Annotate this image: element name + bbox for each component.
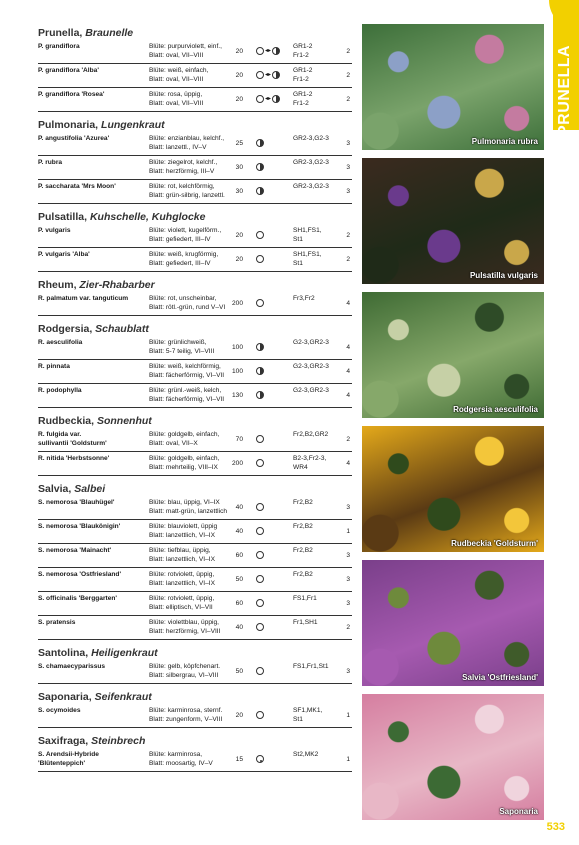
genus-common-name: Seifenkraut [91, 691, 152, 703]
plant-name: P. vulgaris 'Alba' [38, 251, 90, 258]
light-icon [256, 390, 264, 400]
light-icon [256, 94, 280, 104]
light-requirement [256, 94, 280, 104]
genus-section [38, 642, 352, 684]
plant-name: P. vulgaris [38, 227, 71, 234]
sociability-number: 4 [346, 300, 350, 307]
genus-latin-name: Prunella, [38, 27, 83, 39]
genus-latin-name: Saxifraga, [38, 735, 89, 747]
genus-latin-name: Pulsatilla, [38, 211, 88, 223]
table-row [38, 360, 352, 384]
light-requirement [256, 666, 264, 676]
genus-latin-name: Salvia, [38, 483, 72, 495]
full-sun-icon [256, 47, 264, 55]
table-row [38, 384, 352, 408]
plant-height: 100 [231, 368, 243, 375]
page-number: 533 [546, 821, 565, 833]
photo-caption: Salvia 'Ostfriesland' [462, 673, 538, 682]
full-sun-icon [256, 299, 264, 307]
light-requirement [256, 46, 280, 56]
light-requirement [256, 366, 264, 376]
plant-name: S. ocymoides [38, 707, 81, 714]
plant-height: 100 [231, 344, 243, 351]
habitat-zone: Fr2,B2 [293, 499, 313, 506]
plant-description: Blüte: grünl.-weiß, kelch, Blatt: fächerförmig, VI–VII [149, 387, 225, 403]
plant-height: 200 [231, 300, 243, 307]
full-sun-icon [256, 623, 264, 631]
sociability-number: 2 [346, 96, 350, 103]
sociability-number: 3 [346, 576, 350, 583]
genus-section [38, 318, 352, 408]
plant-name: R. podophylla [38, 387, 82, 394]
plant-height: 15 [235, 756, 243, 763]
sociability-number: 2 [346, 436, 350, 443]
full-sun-icon [256, 503, 264, 511]
habitat-zone: GR2-3,G2-3 [293, 183, 329, 190]
plant-description: Blüte: goldgelb, einfach, Blatt: oval, VII–X [149, 431, 220, 447]
light-requirement [256, 342, 264, 352]
habitat-zone: GR2-3,G2-3 [293, 135, 329, 142]
sociability-number: 4 [346, 368, 350, 375]
table-row [38, 224, 352, 248]
photo-caption: Rudbeckia 'Goldsturm' [451, 539, 538, 548]
plant-description: Blüte: goldgelb, einfach, Blatt: mehrteilig, VIII–IX [149, 455, 220, 471]
light-icon [256, 574, 264, 584]
genus-title [38, 478, 352, 496]
light-requirement [256, 138, 264, 148]
habitat-zone: GR1-2 Fr1-2 [293, 91, 313, 107]
photo-caption: Saponaria [499, 807, 538, 816]
genus-section [38, 274, 352, 316]
light-icon [256, 502, 264, 512]
plant-description: Blüte: rotviolett, üppig, Blatt: elliptisch, VI–VII [149, 595, 215, 611]
light-icon [256, 254, 264, 264]
plant-height: 25 [235, 140, 243, 147]
table-row [38, 40, 352, 64]
genus-section [38, 730, 352, 772]
habitat-zone: SF1,MK1, St1 [293, 707, 323, 723]
plant-name: S. pratensis [38, 619, 76, 626]
light-requirement [256, 574, 264, 584]
genus-title [38, 114, 352, 132]
plant-name: S. Arendsii-Hybride 'Blütenteppich' [38, 751, 99, 767]
table-row [38, 616, 352, 640]
plant-name: P. saccharata 'Mrs Moon' [38, 183, 116, 190]
half-shade-icon [256, 343, 264, 351]
plant-height: 40 [235, 528, 243, 535]
table-row [38, 64, 352, 88]
plant-description: Blüte: tiefblau, üppig, Blatt: lanzettlich, VI–IX [149, 547, 215, 563]
plant-table [38, 22, 352, 774]
plant-description: Blüte: grünlichweiß, Blatt: 5-7 teilig, VI–VIII [149, 339, 215, 355]
genus-common-name: Sonnenhut [94, 415, 152, 427]
genus-title [38, 206, 352, 224]
genus-title [38, 274, 352, 292]
full-sun-icon [256, 459, 264, 467]
light-icon [256, 298, 264, 308]
sociability-number: 1 [346, 528, 350, 535]
light-requirement [256, 254, 264, 264]
habitat-zone: Fr2,B2 [293, 571, 313, 578]
plant-height: 20 [235, 72, 243, 79]
light-icon [256, 622, 264, 632]
habitat-zone: GR1-2 Fr1-2 [293, 43, 313, 59]
table-row [38, 248, 352, 272]
light-icon [256, 754, 264, 764]
table-row [38, 156, 352, 180]
habitat-zone: G2-3,GR2-3 [293, 339, 329, 346]
plant-name: P. angustifolia 'Azurea' [38, 135, 110, 142]
plant-description: Blüte: weiß, kelchförmig, Blatt: fächerförmig, VI–VII [149, 363, 225, 379]
plant-photo [362, 560, 544, 686]
plant-name: S. nemorosa 'Blauhügel' [38, 499, 115, 506]
full-sun-icon [256, 667, 264, 675]
half-shade-icon [256, 187, 264, 195]
habitat-zone: G2-3,GR2-3 [293, 387, 329, 394]
genus-section [38, 686, 352, 728]
plant-description: Blüte: enzianblau, kelchf., Blatt: lanzettl., IV–V [149, 135, 225, 151]
plant-photo [362, 292, 544, 418]
plant-name: R. palmatum var. tanguticum [38, 295, 129, 302]
plant-name: R. pinnata [38, 363, 70, 370]
plant-description: Blüte: rosa, üppig, Blatt: oval, VII–VIII [149, 91, 204, 107]
table-row [38, 428, 352, 452]
plant-description: Blüte: ziegelrot, kelchf., Blatt: herzförmig, III–V [149, 159, 218, 175]
genus-latin-name: Santolina, [38, 647, 89, 659]
full-sun-icon [256, 435, 264, 443]
table-row [38, 544, 352, 568]
range-arrow-icon: ◂▸ [265, 72, 272, 78]
table-row [38, 452, 352, 476]
plant-name: S. nemorosa 'Mainacht' [38, 547, 112, 554]
light-requirement [256, 526, 264, 536]
light-requirement [256, 230, 264, 240]
genus-title [38, 686, 352, 704]
plant-description: Blüte: blauviolett, üppig Blatt: lanzettlich, VI–IX [149, 523, 218, 539]
table-row [38, 496, 352, 520]
section-tab-label: PRUNELLA [556, 44, 573, 136]
light-icon [256, 710, 264, 720]
habitat-zone: Fr2,B2 [293, 523, 313, 530]
table-row [38, 88, 352, 112]
genus-common-name: Braunelle [82, 27, 134, 39]
full-sun-icon [256, 711, 264, 719]
sociability-number: 3 [346, 164, 350, 171]
sociability-number: 3 [346, 504, 350, 511]
light-icon [256, 342, 264, 352]
habitat-zone: GR2-3,G2-3 [293, 159, 329, 166]
plant-name: R. nitida 'Herbstsonne' [38, 455, 110, 462]
genus-section [38, 478, 352, 640]
plant-name: P. grandiflora [38, 43, 80, 50]
genus-common-name: Heiligenkraut [88, 647, 158, 659]
plant-photo [362, 694, 544, 820]
sociability-number: 2 [346, 72, 350, 79]
genus-title [38, 730, 352, 748]
light-requirement [256, 458, 264, 468]
genus-section [38, 22, 352, 112]
range-arrow-icon: ◂▸ [265, 48, 272, 54]
plant-name: P. rubra [38, 159, 63, 166]
full-sun-icon [256, 527, 264, 535]
genus-title [38, 318, 352, 336]
plant-height: 50 [235, 668, 243, 675]
plant-height: 30 [235, 164, 243, 171]
photo-caption: Rodgersia aesculifolia [453, 405, 538, 414]
plant-photo [362, 426, 544, 552]
plant-height: 20 [235, 232, 243, 239]
half-shade-icon [256, 163, 264, 171]
full-sun-icon [256, 255, 264, 263]
light-requirement [256, 502, 264, 512]
habitat-zone: SH1,FS1, St1 [293, 251, 322, 267]
half-shade-icon [272, 47, 280, 55]
genus-latin-name: Rodgersia, [38, 323, 93, 335]
plant-description: Blüte: rot, unscheinbar, Blatt: rötl.-grün, rund V–VI [149, 295, 226, 311]
habitat-zone: Fr2,B2,GR2 [293, 431, 329, 438]
table-row [38, 132, 352, 156]
plant-description: Blüte: weiß, einfach, Blatt: oval, VII–VIII [149, 67, 209, 83]
plant-photo [362, 24, 544, 150]
light-icon [256, 526, 264, 536]
light-icon [256, 434, 264, 444]
plant-name: S. nemorosa 'Blaukönigin' [38, 523, 121, 530]
genus-common-name: Lungenkraut [98, 119, 165, 131]
light-icon [256, 230, 264, 240]
plant-height: 30 [235, 188, 243, 195]
table-row [38, 592, 352, 616]
table-row [38, 660, 352, 684]
sociability-number: 3 [346, 552, 350, 559]
habitat-zone: Fr1,SH1 [293, 619, 318, 626]
plant-height: 20 [235, 96, 243, 103]
genus-title [38, 22, 352, 40]
genus-section [38, 114, 352, 204]
light-icon [256, 46, 280, 56]
habitat-zone: Fr2,B2 [293, 547, 313, 554]
light-requirement [256, 622, 264, 632]
light-icon [256, 186, 264, 196]
plant-height: 40 [235, 624, 243, 631]
light-icon [256, 550, 264, 560]
light-requirement [256, 162, 264, 172]
genus-latin-name: Rudbeckia, [38, 415, 95, 427]
light-requirement [256, 710, 264, 720]
plant-description: Blüte: purpurviolett, einf., Blatt: oval, VII–VIII [149, 43, 222, 59]
genus-title [38, 410, 352, 428]
habitat-zone: FS1,Fr1 [293, 595, 317, 602]
light-icon [256, 666, 264, 676]
photo-caption: Pulmonaria rubra [471, 137, 538, 146]
plant-name: P. grandiflora 'Alba' [38, 67, 99, 74]
sociability-number: 4 [346, 344, 350, 351]
habitat-zone: B2-3,Fr2-3, WR4 [293, 455, 327, 471]
habitat-zone: FS1,Fr1,St1 [293, 663, 329, 670]
plant-height: 130 [231, 392, 243, 399]
light-requirement [256, 186, 264, 196]
plant-height: 40 [235, 504, 243, 511]
light-requirement [256, 70, 280, 80]
plant-height: 70 [235, 436, 243, 443]
plant-description: Blüte: violettblau, üppig, Blatt: herzförmig, VI–VIII [149, 619, 221, 635]
genus-title [38, 642, 352, 660]
plant-height: 200 [231, 460, 243, 467]
plant-height: 60 [235, 552, 243, 559]
plant-name: S. chamaecyparissus [38, 663, 106, 670]
sociability-number: 3 [346, 140, 350, 147]
sociability-number: 2 [346, 48, 350, 55]
light-icon [256, 458, 264, 468]
half-shade-icon [256, 139, 264, 147]
genus-common-name: Kuhschelle, Kuhglocke [87, 211, 206, 223]
genus-section [38, 206, 352, 272]
plant-height: 20 [235, 48, 243, 55]
range-arrow-icon: ◂▸ [265, 96, 272, 102]
sociability-number: 2 [346, 256, 350, 263]
half-shade-icon [256, 391, 264, 399]
sociability-number: 3 [346, 188, 350, 195]
light-requirement [256, 598, 264, 608]
plant-name: R. aesculifolia [38, 339, 83, 346]
habitat-zone: G2-3,GR2-3 [293, 363, 329, 370]
table-row [38, 336, 352, 360]
plant-description: Blüte: blau, üppig, VI–IX Blatt: matt-grün, lanzettlich [149, 499, 228, 515]
light-icon [256, 366, 264, 376]
genus-common-name: Zier-Rhabarber [76, 279, 155, 291]
plant-name: R. fulgida var. sullivantii 'Goldsturm' [38, 431, 107, 447]
genus-latin-name: Pulmonaria, [38, 119, 99, 131]
light-icon [256, 138, 264, 148]
habitat-zone: St2,MK2 [293, 751, 319, 758]
plant-description: Blüte: rotviolett, üppig, Blatt: lanzettlich, VI–IX [149, 571, 215, 587]
genus-section [38, 410, 352, 476]
plant-description: Blüte: karminrosa, sternf. Blatt: zungenform, V–VIII [149, 707, 223, 723]
plant-description: Blüte: karminrosa, Blatt: moosartig, IV–V [149, 751, 213, 767]
habitat-zone: SH1,FS1, St1 [293, 227, 322, 243]
plant-photo [362, 158, 544, 284]
table-row [38, 568, 352, 592]
light-icon [256, 598, 264, 608]
table-row [38, 180, 352, 204]
table-row [38, 748, 352, 772]
genus-latin-name: Rheum, [38, 279, 77, 291]
sociability-number: 4 [346, 460, 350, 467]
sociability-number: 1 [346, 756, 350, 763]
plant-description: Blüte: rot, kelchförmig, Blatt: grün-silbrig, lanzettl. [149, 183, 225, 199]
sociability-number: 3 [346, 600, 350, 607]
plant-name: S. nemorosa 'Ostfriesland' [38, 571, 122, 578]
plant-description: Blüte: weiß, krugförmig, Blatt: gefiedert, III–IV [149, 251, 219, 267]
plant-name: P. grandiflora 'Rosea' [38, 91, 105, 98]
light-requirement [256, 754, 264, 764]
half-shade-icon [256, 367, 264, 375]
plant-name: S. officinalis 'Berggarten' [38, 595, 117, 602]
full-sun-icon [256, 599, 264, 607]
light-icon [256, 70, 280, 80]
light-requirement [256, 550, 264, 560]
genus-common-name: Salbei [71, 483, 106, 495]
plant-height: 20 [235, 712, 243, 719]
sociability-number: 3 [346, 668, 350, 675]
plant-height: 20 [235, 256, 243, 263]
light-requirement [256, 390, 264, 400]
table-row [38, 520, 352, 544]
full-sun-icon [256, 575, 264, 583]
light-requirement [256, 434, 264, 444]
light-icon [256, 162, 264, 172]
photo-caption: Pulsatilla vulgaris [469, 271, 538, 280]
dotted-sun-icon [256, 755, 264, 763]
genus-common-name: Steinbrech [88, 735, 146, 747]
full-sun-icon [256, 71, 264, 79]
plant-height: 60 [235, 600, 243, 607]
full-sun-icon [256, 231, 264, 239]
table-row [38, 292, 352, 316]
table-row [38, 704, 352, 728]
genus-common-name: Schaublatt [92, 323, 149, 335]
sociability-number: 1 [346, 712, 350, 719]
genus-latin-name: Saponaria, [38, 691, 92, 703]
plant-height: 50 [235, 576, 243, 583]
sociability-number: 2 [346, 232, 350, 239]
light-requirement [256, 298, 264, 308]
habitat-zone: GR1-2 Fr1-2 [293, 67, 313, 83]
half-shade-icon [272, 71, 280, 79]
full-sun-icon [256, 95, 264, 103]
habitat-zone: Fr3,Fr2 [293, 295, 315, 302]
plant-description: Blüte: gelb, köpfchenart. Blatt: silbergrau, VI–VIII [149, 663, 221, 679]
half-shade-icon [272, 95, 280, 103]
sociability-number: 4 [346, 392, 350, 399]
sociability-number: 2 [346, 624, 350, 631]
plant-description: Blüte: violett, kugelförm., Blatt: gefiedert, III–IV [149, 227, 222, 243]
full-sun-icon [256, 551, 264, 559]
